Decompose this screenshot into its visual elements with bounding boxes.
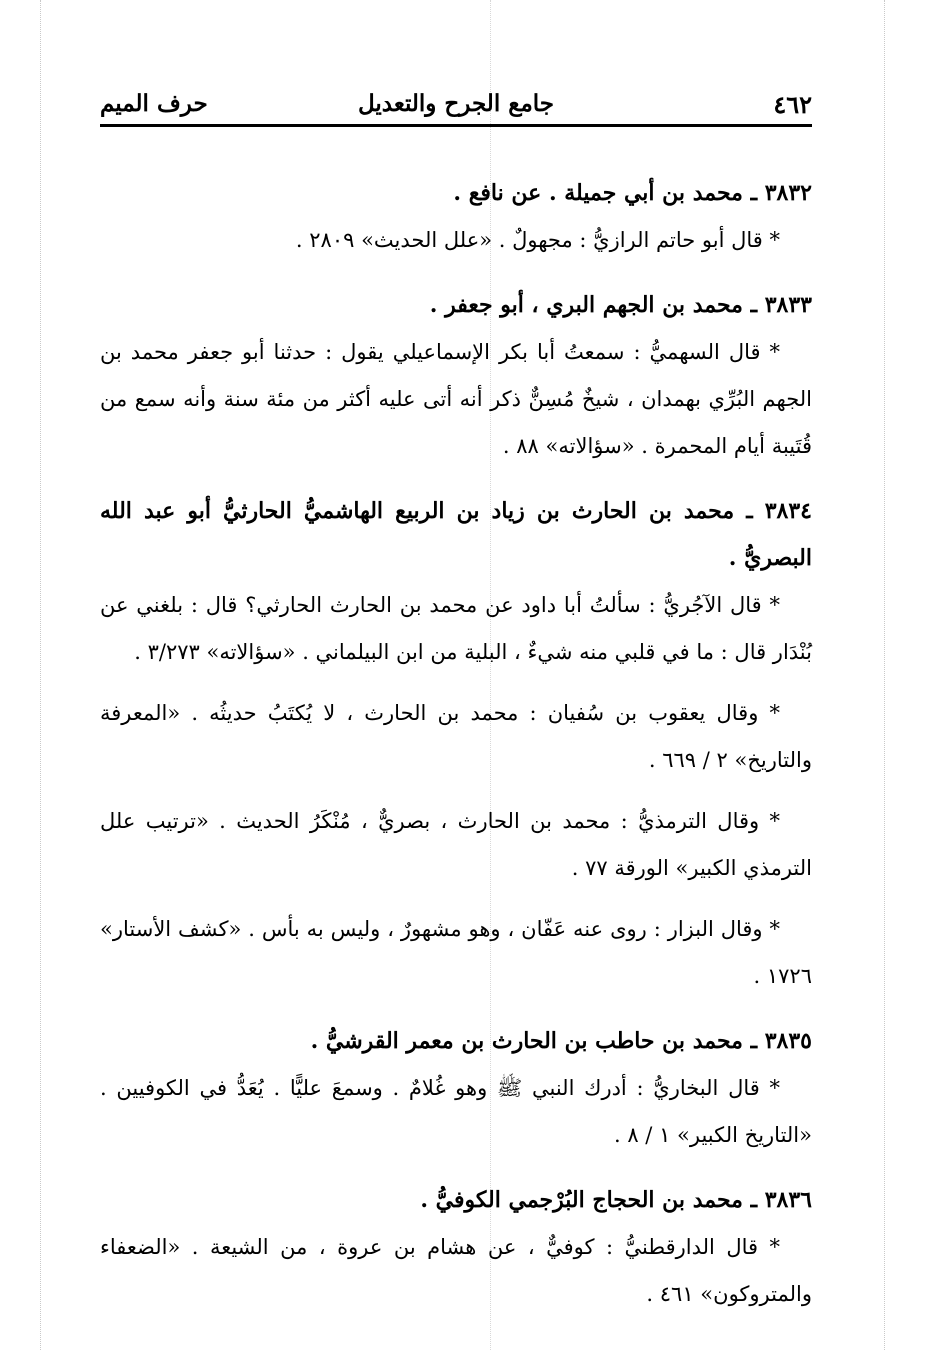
header-rule	[100, 124, 812, 127]
entry-heading: ٣٨٣٦ ـ محمد بن الحجاج البُرْجمي الكوفيُّ .	[420, 1187, 812, 1213]
entry-heading: ٣٨٣٤ ـ محمد بن الحارث بن زياد بن الربيع الهاشميُّ الحارثيُّ أبو عبد الله البصريُّ .	[100, 498, 812, 571]
entry-paragraph: * قال البخاريُّ : أدرك النبي ﷺ وهو غُلامٌ . وسمعَ عليًّا . يُعَدُّ في الكوفيين . «التاريخ الكبير» ١ / ٨ .	[100, 1076, 812, 1147]
book-title: جامع الجرح والتعديل	[357, 90, 555, 117]
entry-paragraph: * قال السهميُّ : سمعتُ أبا بكر الإسماعيلي يقول : حدثنا أبو جعفر محمد بن الجهم البُرِّي بهمدان ، شيخٌ مُسِنٌّ ذكر أنه أتى عليه أكثر من مئة سنة وأنه سمع من قُتَيبة أيام المحمرة . «سؤالاته» ٨٨ .	[100, 340, 812, 458]
page-body	[100, 170, 812, 1318]
section-title: حرف الميم	[100, 90, 208, 117]
entry-heading: ٣٨٣٣ ـ محمد بن الجهم البري ، أبو جعفر .	[429, 292, 812, 318]
entry-paragraph: * قال الدارقطنيُّ : كوفيٌّ ، عن هشام بن عروة ، من الشيعة . «الضعفاء والمتروكون» ٤٦١ .	[100, 1235, 812, 1306]
entry-3833	[100, 282, 812, 470]
scan-dotted-line	[40, 0, 41, 1350]
entry-3832	[100, 170, 812, 264]
entry-3836	[100, 1177, 812, 1318]
entry-paragraph: * وقال يعقوب بن سُفيان : محمد بن الحارث ، لا يُكتَبُ حديثُه . «المعرفة والتاريخ» ٢ / ٦٦٩ .	[100, 701, 812, 772]
running-header	[100, 86, 812, 126]
entry-3834	[100, 488, 812, 1000]
page-number: ٤٦٢	[773, 90, 812, 119]
entry-paragraph: * وقال البزار : روى عنه عَفّان ، وهو مشهورٌ ، وليس به بأس . «كشف الأستار» ١٧٢٦ .	[100, 917, 812, 988]
entry-3835	[100, 1018, 812, 1159]
entry-paragraph: * قال أبو حاتم الرازيُّ : مجهولٌ . «علل الحديث» ٢٨٠٩ .	[295, 228, 780, 252]
entry-heading: ٣٨٣٥ ـ محمد بن حاطب بن الحارث بن معمر القرشيُّ .	[310, 1028, 812, 1054]
entry-heading: ٣٨٣٢ ـ محمد بن أبي جميلة . عن نافع .	[453, 180, 812, 206]
scan-dotted-line	[884, 0, 885, 1350]
entry-paragraph: * قال الآجُريُّ : سألتُ أبا داود عن محمد بن الحارث الحارثي؟ قال : بلغني عن بُنْدَار قال : ما في قلبي منه شيءٌ ، البلية من ابن البيلماني . «سؤالاته» ٣/٢٧٣ .	[100, 593, 812, 664]
entry-paragraph: * وقال الترمذيُّ : محمد بن الحارث ، بصريٌّ ، مُنْكَرُ الحديث . «ترتيب علل الترمذي الكبير» الورقة ٧٧ .	[100, 809, 812, 880]
